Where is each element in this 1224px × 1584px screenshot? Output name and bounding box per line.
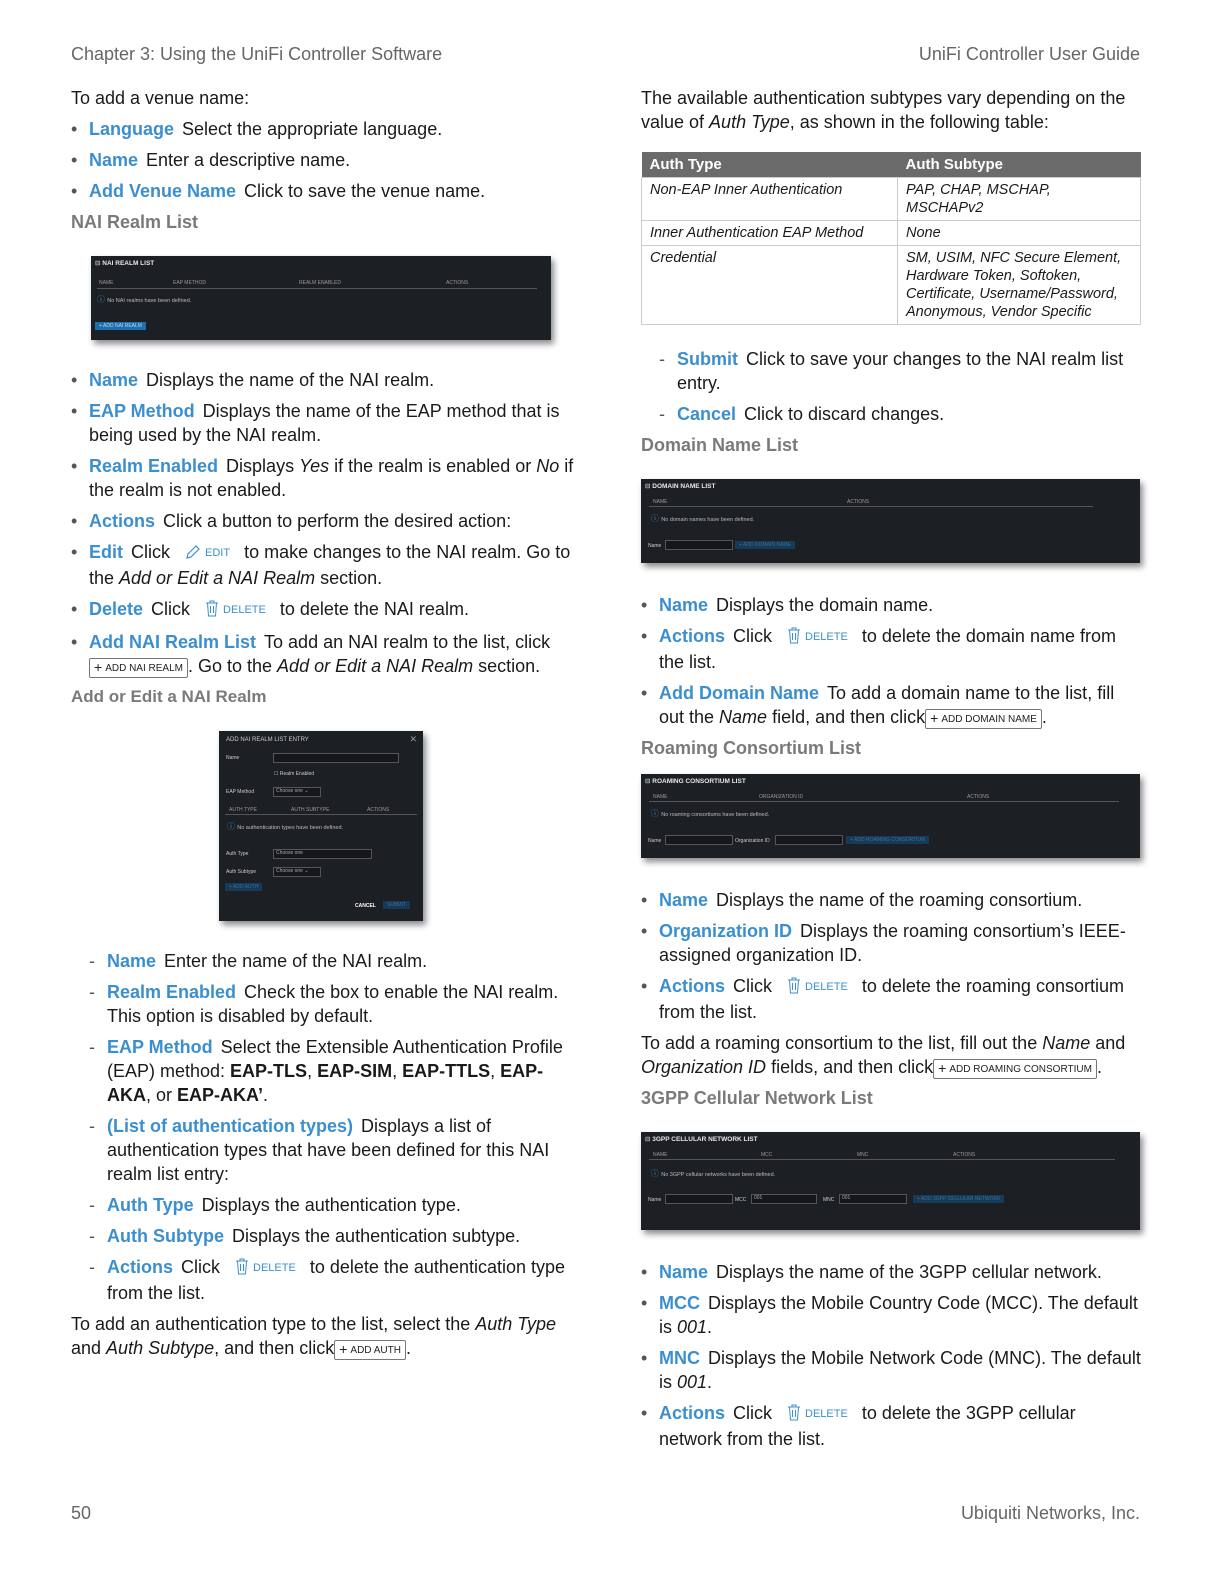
left-column bbox=[71, 86, 576, 1367]
delete-button[interactable]: DELETE bbox=[223, 604, 266, 616]
list-item: • Add Venue Name Click to save the venue name. bbox=[71, 179, 576, 203]
list-item: - Actions Click DELETE to delete the authentication type from the list. bbox=[71, 1255, 576, 1305]
footer-company: Ubiquiti Networks, Inc. bbox=[960, 1503, 1140, 1523]
mcc-input[interactable]: 001 bbox=[751, 1194, 817, 1204]
running-header-chapter: Chapter 3: Using the UniFi Controller Software bbox=[71, 44, 443, 64]
list-item: • Actions Click a button to perform the desired action: bbox=[71, 509, 576, 533]
section-heading-domain: Domain Name List bbox=[641, 435, 799, 455]
list-item: - Auth Subtype Displays the authentication subtype. bbox=[71, 1224, 576, 1248]
delete-button[interactable]: DELETE bbox=[805, 981, 848, 993]
table-header: Auth Subtype bbox=[898, 152, 1141, 178]
delete-button[interactable]: DELETE bbox=[253, 1262, 296, 1274]
add-auth-paragraph: To add an authentication type to the list, select the Auth Type and Auth Subtype, and then click + ADD AUTH . bbox=[71, 1314, 556, 1358]
add-roaming-consortium-shot-button[interactable]: + ADD ROAMING CONSORTIUM bbox=[846, 836, 929, 844]
organization-id-input[interactable] bbox=[775, 835, 843, 845]
auth-type-select[interactable]: Choose one bbox=[273, 849, 372, 859]
add-domain-name-shot-button[interactable]: + ADD DOMAIN NAME bbox=[735, 541, 795, 549]
venue-intro: To add a venue name: bbox=[71, 88, 250, 108]
close-icon[interactable]: ✕ bbox=[409, 734, 417, 744]
auth-subtype-select[interactable]: Choose one ⌄ bbox=[273, 867, 321, 877]
delete-button[interactable]: DELETE bbox=[805, 1408, 848, 1420]
realm-enabled-checkbox[interactable]: ☐ Realm Enabled bbox=[274, 771, 315, 777]
right-column bbox=[641, 86, 1141, 1458]
cancel-shot-button[interactable]: CANCEL bbox=[355, 903, 376, 909]
list-item: - Cancel Click to discard changes. bbox=[641, 402, 1141, 426]
plus-icon: + bbox=[938, 1060, 947, 1076]
list-item: • Actions Click DELETE to delete the domain name from the list. bbox=[641, 624, 1141, 674]
list-item: • Language Select the appropriate language. bbox=[71, 117, 576, 141]
plus-icon: + bbox=[930, 710, 939, 726]
table-row: Non-EAP Inner Authentication PAP, CHAP, MSCHAP, MSCHAPv2 bbox=[642, 178, 1141, 221]
edit-button[interactable]: EDIT bbox=[205, 547, 231, 559]
list-item: • Edit Click EDIT to make changes to the NAI realm. Go to the Add or Edit a NAI Realm section. bbox=[71, 540, 576, 590]
delete-button[interactable]: DELETE bbox=[805, 631, 848, 643]
submit-shot-button[interactable]: SUBMIT bbox=[383, 901, 410, 909]
network-name-input[interactable] bbox=[665, 1194, 733, 1204]
trash-icon bbox=[235, 1257, 249, 1281]
list-item: • Organization ID Displays the roaming consortium’s IEEE-assigned organization ID. bbox=[641, 919, 1141, 967]
roaming-consortium-screenshot: ⊟ ROAMING CONSORTIUM LIST NAME ORGANIZATION ID ACTIONS ⓘ No roaming consortiums have been defined. Name Organization ID + ADD ROAMING CONSORTIUM bbox=[641, 774, 1140, 858]
page-number: 50 bbox=[71, 1503, 92, 1523]
roaming-name-input[interactable] bbox=[665, 835, 733, 845]
add-auth-shot-button[interactable]: + ADD AUTH bbox=[225, 883, 262, 891]
list-item: • Name Displays the name of the 3GPP cellular network. bbox=[641, 1260, 1141, 1284]
domain-name-list-screenshot: ⊟ DOMAIN NAME LIST NAME ACTIONS ⓘ No domain names have been defined. Name + ADD DOMAIN NAME bbox=[641, 479, 1140, 563]
list-item: - (List of authentication types) Displays a list of authentication types that have been defined for this NAI realm list entry: bbox=[71, 1114, 576, 1186]
add-auth-inline-button[interactable]: + ADD AUTH bbox=[334, 1340, 406, 1360]
table-row: Inner Authentication EAP Method None bbox=[642, 221, 1141, 246]
list-item: • Realm Enabled Displays Yes if the realm is enabled or No if the realm is not enabled. bbox=[71, 454, 576, 502]
plus-icon: + bbox=[339, 1341, 348, 1357]
list-item: • MNC Displays the Mobile Network Code (MNC). The default is 001. bbox=[641, 1346, 1141, 1394]
running-header-guide: UniFi Controller User Guide bbox=[918, 44, 1140, 64]
list-item: - Name Enter the name of the NAI realm. bbox=[71, 949, 576, 973]
realm-name-input[interactable] bbox=[273, 753, 399, 763]
list-item: • Add Domain Name To add a domain name to the list, fill out the Name field, and then click + ADD DOMAIN NAME . bbox=[641, 681, 1141, 729]
mnc-input[interactable]: 001 bbox=[839, 1194, 907, 1204]
3gpp-network-screenshot: ⊟ 3GPP CELLULAR NETWORK LIST NAME MCC MNC ACTIONS ⓘ No 3GPP cellular networks have been defined. Name MCC 001 MNC 001 + ADD 3GPP CELLULAR NETWORK bbox=[641, 1132, 1140, 1230]
section-heading-add-edit: Add or Edit a NAI Realm bbox=[71, 687, 267, 706]
list-item: • Actions Click DELETE to delete the roaming consortium from the list. bbox=[641, 974, 1141, 1024]
list-item: - Realm Enabled Check the box to enable the NAI realm. This option is disabled by default. bbox=[71, 980, 576, 1028]
trash-icon bbox=[787, 626, 801, 650]
add-nai-realm-inline-button[interactable]: + ADD NAI REALM bbox=[89, 658, 188, 678]
trash-icon bbox=[205, 599, 219, 623]
add-roaming-consortium-inline-button[interactable]: + ADD ROAMING CONSORTIUM bbox=[933, 1059, 1097, 1079]
section-heading-roaming: Roaming Consortium List bbox=[641, 738, 861, 758]
list-item: • Actions Click DELETE to delete the 3GPP cellular network from the list. bbox=[641, 1401, 1141, 1451]
list-item: • Name Enter a descriptive name. bbox=[71, 148, 576, 172]
list-item: • Add NAI Realm List To add an NAI realm to the list, click+ ADD NAI REALM . Go to the Add or Edit a NAI Realm section. bbox=[71, 630, 576, 678]
auth-subtype-table bbox=[641, 152, 1141, 325]
add-3gpp-network-shot-button[interactable]: + ADD 3GPP CELLULAR NETWORK bbox=[913, 1195, 1004, 1203]
plus-icon: + bbox=[94, 659, 103, 675]
add-domain-name-inline-button[interactable]: + ADD DOMAIN NAME bbox=[925, 709, 1042, 729]
list-item: • Delete Click DELETE to delete the NAI realm. bbox=[71, 597, 576, 623]
list-item: - Auth Type Displays the authentication type. bbox=[71, 1193, 576, 1217]
list-item: • MCC Displays the Mobile Country Code (MCC). The default is 001. bbox=[641, 1291, 1141, 1339]
list-item: • Name Displays the domain name. bbox=[641, 593, 1141, 617]
add-roaming-paragraph: To add a roaming consortium to the list, fill out the Name and Organization ID fields, and then click + ADD ROAMING CONSORTIUM . bbox=[641, 1033, 1126, 1077]
list-item: - Submit Click to save your changes to the NAI realm list entry. bbox=[641, 347, 1141, 395]
add-nai-realm-entry-screenshot: ADD NAI REALM LIST ENTRY ✕ Name ☐ Realm Enabled EAP Method Choose one ⌄ AUTH TYPE AUTH SUBTYPE ACTIONS ⓘ No authentication types have been defined. Auth Type Choose one Auth Subtype Choose one ⌄ + ADD AUTH CANCEL SUBMIT bbox=[219, 731, 423, 921]
list-item: - EAP Method Select the Extensible Authentication Profile (EAP) method: EAP-TLS, EAP-SIM, EAP-TTLS, EAP-AKA, or EAP-AKA’. bbox=[71, 1035, 576, 1107]
section-heading-nai-realm: NAI Realm List bbox=[71, 212, 199, 232]
add-nai-realm-button[interactable]: + ADD NAI REALM bbox=[95, 322, 146, 330]
table-row: Credential SM, USIM, NFC Secure Element, Hardware Token, Softoken, Certificate, Username/Password, Anonymous, Vendor Specific bbox=[642, 246, 1141, 325]
section-heading-3gpp: 3GPP Cellular Network List bbox=[641, 1088, 873, 1108]
list-item: • Name Displays the name of the NAI realm. bbox=[71, 368, 576, 392]
table-header: Auth Type bbox=[642, 152, 898, 178]
eap-method-select[interactable]: Choose one ⌄ bbox=[273, 787, 321, 797]
nai-realm-list-screenshot: ⊟ NAI REALM LIST NAME EAP METHOD REALM ENABLED ACTIONS ⓘ No NAI realms have been defined. + ADD NAI REALM bbox=[91, 256, 551, 340]
list-item: • EAP Method Displays the name of the EAP method that is being used by the NAI realm. bbox=[71, 399, 576, 447]
auth-intro: The available authentication subtypes vary depending on the value of Auth Type, as shown in the following table: bbox=[641, 88, 1126, 132]
list-item: • Name Displays the name of the roaming consortium. bbox=[641, 888, 1141, 912]
trash-icon bbox=[787, 976, 801, 1000]
trash-icon bbox=[787, 1403, 801, 1427]
pencil-icon bbox=[185, 542, 201, 566]
domain-name-input[interactable] bbox=[665, 540, 733, 550]
